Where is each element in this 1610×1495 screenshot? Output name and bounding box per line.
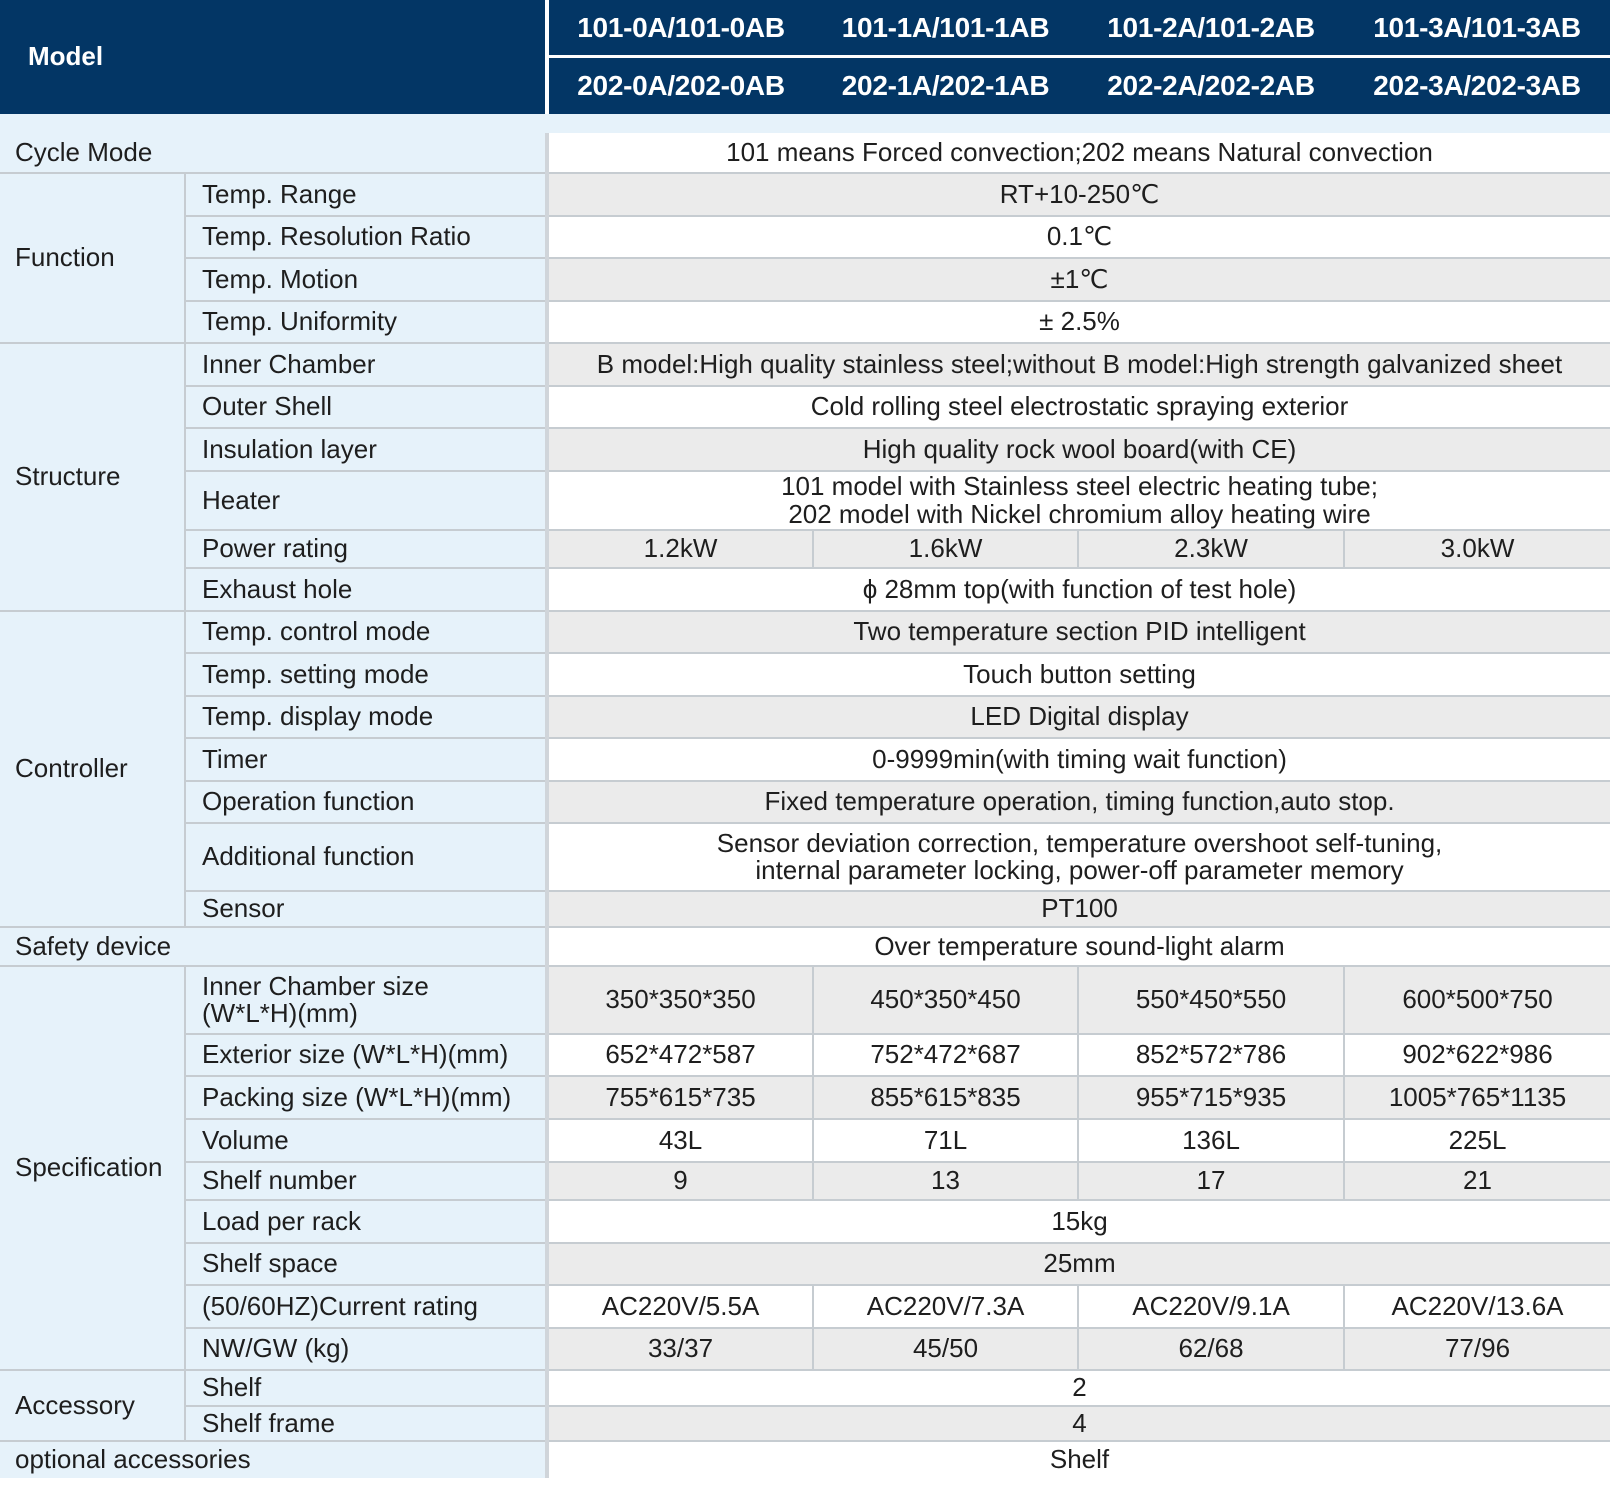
- row-sensor: [0, 891, 1610, 927]
- row-accessory-shelf-frame: [0, 1406, 1610, 1441]
- inner-size-2: 550*450*550: [1078, 966, 1344, 1034]
- model-101-1: 101-1A/101-1AB: [813, 0, 1078, 56]
- model-202-2: 202-2A/202-2AB: [1078, 56, 1344, 114]
- shelf-space-label: Shelf space: [185, 1243, 547, 1285]
- volume-1: 71L: [813, 1119, 1078, 1162]
- packing-size-2: 955*715*935: [1078, 1076, 1344, 1119]
- exterior-size-0: 652*472*587: [547, 1034, 813, 1076]
- heater-value-line2: 202 model with Nickel chromium alloy heating wire: [788, 498, 1371, 529]
- power-rating-2: 2.3kW: [1078, 530, 1344, 568]
- temp-uniformity-label: Temp. Uniformity: [185, 301, 547, 343]
- nw-gw-3: 77/96: [1344, 1328, 1610, 1370]
- row-inner-chamber: [0, 343, 1610, 386]
- row-cycle-mode: [0, 133, 1610, 173]
- row-exterior-size: [0, 1034, 1610, 1076]
- row-temp-motion: [0, 258, 1610, 301]
- accessory-category: Accessory: [0, 1370, 185, 1441]
- row-current-rating: [0, 1285, 1610, 1328]
- model-header: Model: [0, 0, 547, 114]
- timer-label: Timer: [185, 738, 547, 781]
- power-rating-3: 3.0kW: [1344, 530, 1610, 568]
- outer-shell-label: Outer Shell: [185, 386, 547, 428]
- safety-device-value: Over temperature sound-light alarm: [547, 927, 1610, 966]
- exhaust-hole-label: Exhaust hole: [185, 568, 547, 611]
- temp-resolution-value: 0.1℃: [547, 216, 1610, 258]
- volume-2: 136L: [1078, 1119, 1344, 1162]
- model-101-0: 101-0A/101-0AB: [547, 0, 813, 56]
- current-rating-3: AC220V/13.6A: [1344, 1285, 1610, 1328]
- shelf-number-0: 9: [547, 1162, 813, 1200]
- setting-mode-value: Touch button setting: [547, 653, 1610, 696]
- row-inner-size: [0, 966, 1610, 1034]
- outer-shell-value: Cold rolling steel electrostatic spraying exterior: [547, 386, 1610, 428]
- row-optional-accessories: [0, 1441, 1610, 1478]
- cycle-mode-value: 101 means Forced convection;202 means Natural convection: [547, 133, 1610, 173]
- row-heater: [0, 471, 1610, 530]
- timer-value: 0-9999min(with timing wait function): [547, 738, 1610, 781]
- display-mode-label: Temp. display mode: [185, 696, 547, 738]
- temp-uniformity-value: ± 2.5%: [547, 301, 1610, 343]
- function-category: Function: [0, 173, 185, 343]
- row-additional: [0, 823, 1610, 891]
- row-setting-mode: [0, 653, 1610, 696]
- row-packing-size: [0, 1076, 1610, 1119]
- exterior-size-label: Exterior size (W*L*H)(mm): [185, 1034, 547, 1076]
- current-rating-0: AC220V/5.5A: [547, 1285, 813, 1328]
- additional-value-line2: internal parameter locking, power-off parameter memory: [755, 855, 1404, 885]
- row-accessory-shelf: [0, 1370, 1610, 1406]
- row-nw-gw: [0, 1328, 1610, 1370]
- additional-value: [547, 823, 1610, 891]
- nw-gw-label: NW/GW (kg): [185, 1328, 547, 1370]
- heater-value: [547, 471, 1610, 530]
- row-shelf-number: [0, 1162, 1610, 1200]
- optional-accessories-value: Shelf: [547, 1441, 1610, 1478]
- temp-range-value: RT+10-250℃: [547, 173, 1610, 216]
- optional-accessories-label: optional accessories: [0, 1441, 547, 1478]
- row-control-mode: [0, 611, 1610, 653]
- nw-gw-2: 62/68: [1078, 1328, 1344, 1370]
- inner-size-3: 600*500*750: [1344, 966, 1610, 1034]
- header-gap: [0, 114, 1610, 133]
- inner-size-0: 350*350*350: [547, 966, 813, 1034]
- exterior-size-3: 902*622*986: [1344, 1034, 1610, 1076]
- accessory-shelf-value: 2: [547, 1370, 1610, 1406]
- display-mode-value: LED Digital display: [547, 696, 1610, 738]
- operation-label: Operation function: [185, 781, 547, 823]
- row-temp-range: [0, 173, 1610, 216]
- row-temp-uniformity: [0, 301, 1610, 343]
- load-per-rack-label: Load per rack: [185, 1200, 547, 1243]
- shelf-number-2: 17: [1078, 1162, 1344, 1200]
- exhaust-hole-value: ϕ 28mm top(with function of test hole): [547, 568, 1610, 611]
- operation-value: Fixed temperature operation, timing function,auto stop.: [547, 781, 1610, 823]
- model-202-0: 202-0A/202-0AB: [547, 56, 813, 114]
- shelf-number-1: 13: [813, 1162, 1078, 1200]
- volume-label: Volume: [185, 1119, 547, 1162]
- structure-category: Structure: [0, 343, 185, 611]
- safety-device-label: Safety device: [0, 927, 547, 966]
- row-exhaust-hole: [0, 568, 1610, 611]
- specification-category: Specification: [0, 966, 185, 1370]
- insulation-label: Insulation layer: [185, 428, 547, 471]
- additional-label: Additional function: [185, 823, 547, 891]
- volume-3: 225L: [1344, 1119, 1610, 1162]
- heater-label: Heater: [185, 471, 547, 530]
- model-101-3: 101-3A/101-3AB: [1344, 0, 1610, 56]
- power-rating-0: 1.2kW: [547, 530, 813, 568]
- current-rating-1: AC220V/7.3A: [813, 1285, 1078, 1328]
- row-display-mode: [0, 696, 1610, 738]
- nw-gw-0: 33/37: [547, 1328, 813, 1370]
- packing-size-label: Packing size (W*L*H)(mm): [185, 1076, 547, 1119]
- inner-size-label-line2: (W*L*H)(mm): [202, 998, 358, 1028]
- row-insulation: [0, 428, 1610, 471]
- nw-gw-1: 45/50: [813, 1328, 1078, 1370]
- packing-size-0: 755*615*735: [547, 1076, 813, 1119]
- sensor-label: Sensor: [185, 891, 547, 927]
- current-rating-2: AC220V/9.1A: [1078, 1285, 1344, 1328]
- current-rating-label: (50/60HZ)Current rating: [185, 1285, 547, 1328]
- row-volume: [0, 1119, 1610, 1162]
- inner-chamber-value: B model:High quality stainless steel;without B model:High strength galvanized sheet: [547, 343, 1610, 386]
- model-202-3: 202-3A/202-3AB: [1344, 56, 1610, 114]
- temp-range-label: Temp. Range: [185, 173, 547, 216]
- control-mode-label: Temp. control mode: [185, 611, 547, 653]
- shelf-space-value: 25mm: [547, 1243, 1610, 1285]
- row-temp-resolution: [0, 216, 1610, 258]
- insulation-value: High quality rock wool board(with CE): [547, 428, 1610, 471]
- load-per-rack-value: 15kg: [547, 1200, 1610, 1243]
- exterior-size-2: 852*572*786: [1078, 1034, 1344, 1076]
- additional-value-line1: Sensor deviation correction, temperature overshoot self-tuning,: [716, 827, 1443, 858]
- accessory-shelf-frame-value: 4: [547, 1406, 1610, 1441]
- setting-mode-label: Temp. setting mode: [185, 653, 547, 696]
- inner-size-label-line1: Inner Chamber size: [202, 970, 429, 1001]
- control-mode-value: Two temperature section PID intelligent: [547, 611, 1610, 653]
- packing-size-1: 855*615*835: [813, 1076, 1078, 1119]
- row-timer: [0, 738, 1610, 781]
- shelf-number-label: Shelf number: [185, 1162, 547, 1200]
- model-202-1: 202-1A/202-1AB: [813, 56, 1078, 114]
- cycle-mode-label: Cycle Mode: [0, 133, 547, 173]
- shelf-number-3: 21: [1344, 1162, 1610, 1200]
- row-outer-shell: [0, 386, 1610, 428]
- sensor-value: PT100: [547, 891, 1610, 927]
- volume-0: 43L: [547, 1119, 813, 1162]
- temp-motion-label: Temp. Motion: [185, 258, 547, 301]
- row-safety-device: [0, 927, 1610, 966]
- accessory-shelf-frame-label: Shelf frame: [185, 1406, 547, 1441]
- header-row-101: [0, 0, 1610, 56]
- exterior-size-1: 752*472*687: [813, 1034, 1078, 1076]
- accessory-shelf-label: Shelf: [185, 1370, 547, 1406]
- inner-size-1: 450*350*450: [813, 966, 1078, 1034]
- row-shelf-space: [0, 1243, 1610, 1285]
- row-operation: [0, 781, 1610, 823]
- inner-chamber-label: Inner Chamber: [185, 343, 547, 386]
- temp-resolution-label: Temp. Resolution Ratio: [185, 216, 547, 258]
- heater-value-line1: 101 model with Stainless steel electric heating tube;: [781, 471, 1378, 502]
- controller-category: Controller: [0, 611, 185, 927]
- inner-size-label: [185, 966, 547, 1034]
- temp-motion-value: ±1℃: [547, 258, 1610, 301]
- power-rating-1: 1.6kW: [813, 530, 1078, 568]
- packing-size-3: 1005*765*1135: [1344, 1076, 1610, 1119]
- row-load-per-rack: [0, 1200, 1610, 1243]
- model-101-2: 101-2A/101-2AB: [1078, 0, 1344, 56]
- row-power-rating: [0, 530, 1610, 568]
- power-rating-label: Power rating: [185, 530, 547, 568]
